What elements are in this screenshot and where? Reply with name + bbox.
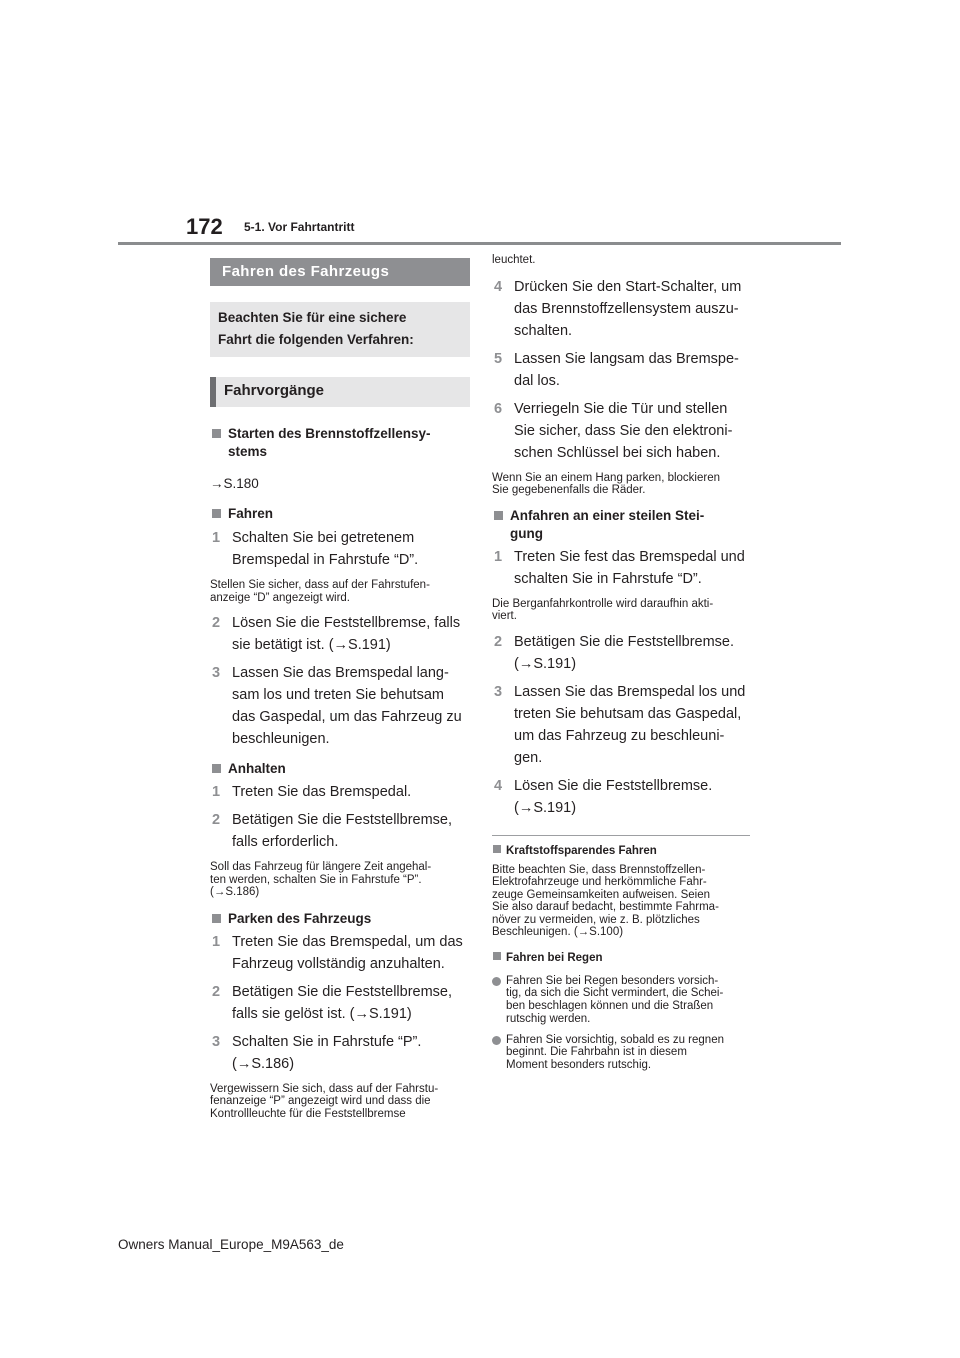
step-item: [492, 775, 750, 819]
step-line: beschleunigen.: [232, 731, 330, 747]
step-line: falls sie gelöst ist. (→S.191): [232, 1005, 412, 1022]
heading-line: Anfahren an einer steilen Stei-: [510, 507, 705, 523]
page-number: 172: [186, 214, 223, 239]
step-line: Treten Sie das Bremspedal.: [232, 784, 412, 800]
note-line: anzeige “D” angezeigt wird.: [210, 591, 350, 604]
heading-line: stems: [228, 444, 268, 459]
header-divider: [118, 242, 841, 245]
note-line: Die Berganfahrkontrolle wird daraufhin akti-: [492, 597, 714, 610]
step-number: 3: [212, 665, 221, 681]
section-title: 5-1. Vor Fahrtantritt: [244, 220, 355, 234]
bullet-dot-icon: [492, 1036, 501, 1045]
step-item: [492, 276, 750, 342]
step-line: Lösen Sie die Feststellbremse, falls: [232, 615, 461, 631]
step-line: falls erforderlich.: [232, 834, 339, 850]
step-item: [492, 631, 750, 675]
heading-fahren: Fahren: [210, 505, 470, 523]
step-line: Schalten Sie bei getretenem: [232, 530, 415, 546]
step-line: schalten.: [514, 322, 573, 339]
step-number: 3: [494, 683, 503, 700]
heading-anhalten: Anhalten: [210, 760, 470, 778]
intro-box: [210, 302, 470, 357]
heading-parken: Parken des Fahrzeugs: [210, 910, 470, 928]
note-line: Vergewissern Sie sich, dass auf der Fahrstu-: [210, 1082, 439, 1095]
note-line: Bitte beachten Sie, dass Brennstoffzellen-: [492, 863, 706, 876]
step-line: Sie sicher, dass Sie den elektroni-: [514, 422, 733, 439]
bullet-line: Moment besonders rutschig.: [506, 1059, 652, 1072]
step-number: 4: [494, 777, 503, 794]
step-line: das Brennstoffzellensystem auszu-: [514, 300, 739, 317]
step-line: Bremspedal in Fahrstufe “D”.: [232, 552, 419, 568]
step-line: Betätigen Sie die Feststellbremse,: [232, 983, 453, 1000]
step-number: 1: [494, 548, 503, 565]
note-line: zeuge Gemeinsamkeiten aufweisen. Seien: [492, 888, 710, 901]
heading-start-system: [210, 425, 470, 461]
intro-line: Fahrt die folgenden Verfahren:: [218, 332, 414, 347]
step-line: das Gaspedal, um das Fahrzeug zu: [232, 709, 462, 725]
step-item: [492, 398, 750, 464]
footer-text: Owners Manual_Europe_M9A563_de: [118, 1237, 344, 1252]
step-number: 2: [212, 812, 221, 828]
note-line: Soll das Fahrzeug für längere Zeit angehal-: [210, 861, 432, 873]
step-line: Lösen Sie die Feststellbremse.: [514, 777, 713, 794]
bullet-line: ben beschlagen können und die Straßen: [506, 1000, 714, 1013]
note-line: viert.: [492, 610, 517, 622]
note-line: ten werden, schalten Sie in Fahrstufe “P”.: [210, 873, 422, 886]
bullet-line: Fahren Sie vorsichtig, sobald es zu regnen: [506, 1033, 724, 1046]
bullet-line: rutschig werden.: [506, 1012, 591, 1025]
right-column: [492, 254, 750, 1072]
step-line: schen Schlüssel bei sich haben.: [514, 444, 721, 461]
bullet-item: [492, 1034, 750, 1072]
step-line: Treten Sie das Bremspedal, um das: [232, 933, 463, 950]
step-number: 4: [494, 278, 503, 295]
step-item: [210, 931, 470, 975]
bullet-line: beginnt. Die Fahrbahn ist in diesem: [506, 1046, 687, 1059]
step-number: 3: [212, 1033, 221, 1050]
step-line: Drücken Sie den Start-Schalter, um: [514, 278, 742, 295]
step-item: [210, 809, 470, 853]
step-item: [210, 527, 470, 571]
bullet-dot-icon: [492, 977, 501, 986]
step-number: 1: [212, 784, 221, 800]
bullet-item: [492, 975, 750, 1026]
subsection-banner: Fahrvorgänge: [210, 377, 470, 407]
note-text: [210, 861, 470, 899]
note-line: Beschleunigen. (→S.100): [492, 926, 624, 938]
note-line: növer zu vermeiden, wie z. B. plötzliches: [492, 913, 700, 926]
step-line: Lassen Sie das Bremspedal lang-: [232, 665, 449, 681]
step-number: 5: [494, 350, 503, 367]
step-number: 1: [212, 530, 221, 546]
note-line: fenanzeige “P” angezeigt wird und dass die: [210, 1095, 431, 1107]
note-line: (→S.186): [210, 886, 260, 898]
step-item: [492, 681, 750, 769]
step-line: (→S.186): [232, 1055, 295, 1072]
step-line: sie betätigt ist. (→S.191): [232, 637, 391, 653]
note-text: [492, 472, 750, 497]
note-text: [210, 579, 470, 604]
step-number: 6: [494, 400, 503, 417]
step-line: (→S.191): [514, 655, 577, 672]
step-line: dal los.: [514, 372, 560, 389]
step-line: Verriegeln Sie die Tür und stellen: [514, 400, 728, 417]
step-number: 2: [212, 983, 221, 1000]
step-item: [210, 1031, 470, 1075]
step-line: treten Sie behutsam das Gaspedal,: [514, 705, 742, 722]
note-line: Wenn Sie an einem Hang parken, blockieren: [492, 471, 721, 484]
heading-kraftstoffsparend: Kraftstoffsparendes Fahren: [492, 842, 750, 860]
step-line: Betätigen Sie die Feststellbremse.: [514, 633, 735, 650]
step-line: gen.: [514, 749, 543, 766]
note-line: Sie gegebenenfalls die Räder.: [492, 484, 646, 496]
note-line: Elektrofahrzeuge und herkömmliche Fahr-: [492, 876, 707, 888]
note-text: [210, 1083, 470, 1121]
heading-regen: Fahren bei Regen: [492, 949, 750, 967]
heading-line: gung: [510, 525, 543, 541]
step-number: 1: [212, 933, 221, 950]
step-item: [210, 612, 470, 656]
note-line: Kontrollleuchte für die Feststellbremse: [210, 1107, 406, 1120]
heading-line: Starten des Brennstoffzellensy-: [228, 426, 431, 441]
intro-line: Beachten Sie für eine sichere: [218, 310, 407, 325]
step-item: [210, 981, 470, 1025]
step-item: [210, 662, 470, 750]
note-text: [492, 598, 750, 623]
step-line: Treten Sie fest das Bremspedal und: [514, 548, 745, 565]
step-item: [492, 546, 750, 590]
section-divider: [492, 835, 750, 836]
step-number: 2: [212, 615, 221, 631]
bullet-line: Fahren Sie bei Regen besonders vorsich-: [506, 974, 719, 987]
note-line: Stellen Sie sicher, dass auf der Fahrstufen-: [210, 579, 430, 591]
step-item: [210, 781, 470, 803]
step-line: Fahrzeug vollständig anzuhalten.: [232, 955, 445, 972]
left-column: [210, 258, 470, 1120]
chapter-banner: Fahren des Fahrzeugs: [210, 258, 470, 286]
bullet-line: tig, da sich die Sicht vermindert, die Schei-: [506, 987, 724, 1000]
step-line: schalten Sie in Fahrstufe “D”.: [514, 570, 702, 587]
step-item: [492, 348, 750, 392]
step-line: Lassen Sie langsam das Bremspe-: [514, 350, 739, 367]
step-line: sam los und treten Sie behutsam: [232, 687, 444, 703]
step-line: (→S.191): [514, 799, 577, 816]
step-number: 2: [494, 633, 503, 650]
heading-anfahren-steigung: [492, 507, 750, 543]
step-line: um das Fahrzeug zu beschleuni-: [514, 727, 725, 744]
page-reference: →S.180: [210, 476, 259, 491]
step-line: Lassen Sie das Bremspedal los und: [514, 683, 746, 700]
info-paragraph: [492, 864, 750, 939]
note-line: Sie also darauf bedacht, bestimmte Fahrma-: [492, 901, 719, 913]
step-line: Schalten Sie in Fahrstufe “P”.: [232, 1033, 422, 1050]
continued-text: leuchtet.: [492, 254, 536, 266]
step-line: Betätigen Sie die Feststellbremse,: [232, 812, 453, 828]
